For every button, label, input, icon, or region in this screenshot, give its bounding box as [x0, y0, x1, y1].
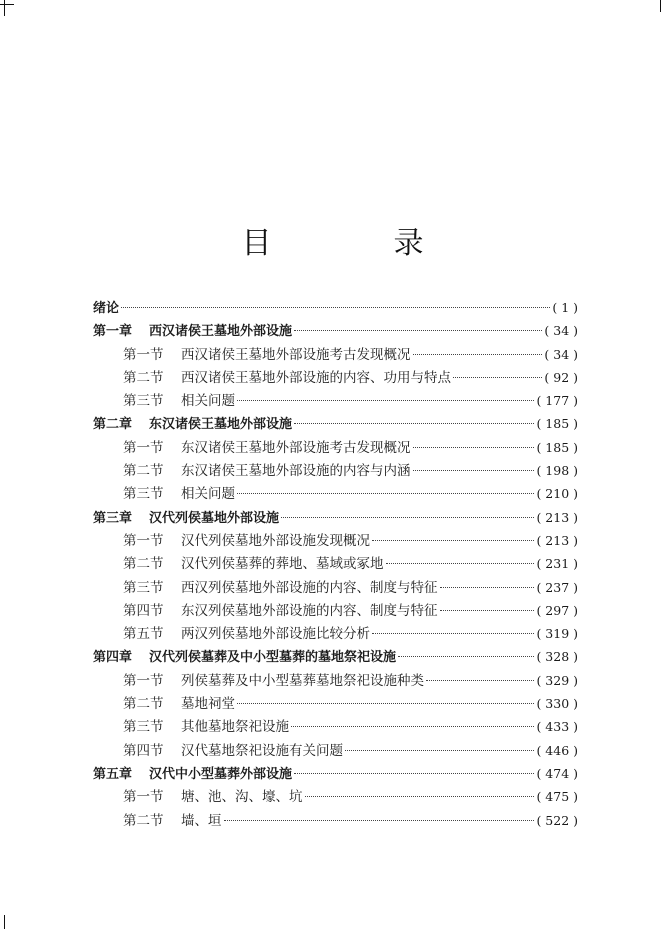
- toc-section-entry: [93, 529, 578, 552]
- toc-entry-number: 第一节: [123, 789, 164, 806]
- toc-entry-title: 东汉诸侯王墓地外部设施的内容与内涵: [181, 463, 411, 480]
- toc-section-entry: [93, 366, 578, 389]
- toc-section-entry: [93, 809, 578, 832]
- toc-section-entry: [93, 785, 578, 808]
- toc-dot-leader: [453, 377, 542, 378]
- toc-entry-title: 两汉列侯墓地外部设施比较分析: [181, 626, 370, 643]
- toc-section-entry: [93, 599, 578, 622]
- toc-entry-title: 相关问题: [181, 486, 235, 503]
- toc-entry-number: 第五章: [93, 766, 133, 782]
- toc-dot-leader: [294, 773, 534, 774]
- toc-entry-title: 其他墓地祭祀设施: [181, 719, 289, 736]
- toc-page-number: ( 213 ): [536, 532, 578, 548]
- toc-dot-leader: [440, 587, 535, 588]
- toc-page-number: ( 177 ): [536, 393, 578, 409]
- toc-entry-title: 东汉列侯墓地外部设施的内容、制度与特征: [181, 602, 438, 619]
- toc-section-entry: [93, 436, 578, 459]
- toc-section-entry: [93, 715, 578, 738]
- toc-page-number: ( 210 ): [536, 486, 578, 502]
- toc-section-entry: [93, 389, 578, 412]
- toc-section-entry: [93, 482, 578, 505]
- toc-chapter-entry: [93, 762, 578, 785]
- toc-entry-title: 西汉诸侯王墓地外部设施的内容、功用与特点: [181, 369, 451, 386]
- toc-entry-number: 第二节: [123, 463, 164, 480]
- toc-entry-title: 相关问题: [181, 393, 235, 410]
- toc-page-number: ( 34 ): [544, 323, 578, 339]
- toc-page-number: ( 433 ): [536, 719, 578, 735]
- toc-section-entry: [93, 343, 578, 366]
- toc-entry-title: 绪论: [93, 301, 120, 316]
- toc-section-entry: [93, 669, 578, 692]
- toc-entry-number: 第一节: [123, 532, 164, 549]
- toc-dot-leader: [372, 540, 534, 541]
- toc-chapter-entry: [93, 506, 578, 529]
- toc-dot-leader: [237, 493, 534, 494]
- toc-dot-leader: [291, 726, 534, 727]
- toc-chapter-entry: [93, 319, 578, 342]
- toc-entry-title: 西汉诸侯王墓地外部设施考古发现概况: [181, 346, 411, 363]
- toc-entry-number: 第二节: [123, 556, 164, 573]
- page-title: 目 录: [241, 226, 470, 261]
- toc-entry-number: 第四节: [123, 742, 164, 759]
- toc-entry-title: 东汉诸侯王墓地外部设施考古发现概况: [181, 439, 411, 456]
- toc-dot-leader: [305, 796, 535, 797]
- toc-dot-leader: [294, 330, 542, 331]
- toc-entry-title: 汉代列侯墓地外部设施: [149, 510, 280, 526]
- toc-dot-leader: [237, 703, 534, 704]
- toc-page-number: ( 1 ): [552, 300, 578, 315]
- toc-dot-leader: [294, 423, 534, 424]
- toc-entry-number: 第四节: [123, 602, 164, 619]
- toc-entry-title: 列侯墓葬及中小型墓葬墓地祭祀设施种类: [181, 672, 424, 689]
- toc-dot-leader: [398, 656, 534, 657]
- toc-entry-number: 第一节: [123, 346, 164, 363]
- toc-dot-leader: [345, 750, 534, 751]
- toc-page-number: ( 330 ): [536, 696, 578, 712]
- toc-entry-title: 西汉列侯墓地外部设施的内容、制度与特征: [181, 579, 438, 596]
- toc-page-number: ( 92 ): [544, 369, 578, 385]
- toc-chapter-entry: [93, 296, 578, 319]
- toc-entry-title: 汉代列侯墓地外部设施发现概况: [181, 532, 370, 549]
- crop-mark-top-right: [660, 0, 661, 12]
- toc-entry-title: 塘、池、沟、壕、坑: [181, 789, 303, 806]
- toc-section-entry: [93, 459, 578, 482]
- toc-dot-leader: [372, 633, 534, 634]
- toc-page-number: ( 446 ): [536, 742, 578, 758]
- crop-mark-bottom-left: [4, 915, 5, 929]
- toc-page-number: ( 198 ): [536, 463, 578, 479]
- toc-page-number: ( 328 ): [536, 649, 578, 665]
- toc-section-entry: [93, 552, 578, 575]
- toc-page-number: ( 474 ): [536, 765, 578, 781]
- toc-section-entry: [93, 622, 578, 645]
- toc-section-entry: [93, 576, 578, 599]
- toc-entry-number: 第二节: [123, 812, 164, 829]
- toc-entry-title: 汉代墓地祭祀设施有关问题: [181, 742, 343, 759]
- toc-dot-leader: [426, 680, 534, 681]
- toc-dot-leader: [224, 820, 535, 821]
- toc-page-number: ( 297 ): [536, 602, 578, 618]
- toc-entry-number: 第四章: [93, 650, 133, 666]
- table-of-contents: [93, 296, 578, 832]
- toc-dot-leader: [121, 307, 550, 308]
- toc-entry-number: 第二节: [123, 696, 164, 713]
- toc-page-number: ( 237 ): [536, 579, 578, 595]
- toc-entry-number: 第二章: [93, 417, 133, 433]
- toc-page-number: ( 522 ): [536, 812, 578, 828]
- toc-page-number: ( 319 ): [536, 626, 578, 642]
- toc-page-number: ( 213 ): [536, 509, 578, 525]
- toc-dot-leader: [413, 354, 543, 355]
- toc-section-entry: [93, 692, 578, 715]
- toc-entry-title: 汉代列侯墓葬的葬地、墓域或冢地: [181, 556, 384, 573]
- toc-page-number: ( 34 ): [544, 346, 578, 362]
- toc-page-number: ( 185 ): [536, 416, 578, 432]
- toc-entry-number: 第三节: [123, 486, 164, 503]
- toc-page-number: ( 185 ): [536, 439, 578, 455]
- toc-entry-title: 墓地祠堂: [181, 696, 235, 713]
- toc-entry-number: 第二节: [123, 369, 164, 386]
- crop-mark-top-left-vertical: [4, 0, 5, 16]
- toc-dot-leader: [440, 610, 535, 611]
- toc-section-entry: [93, 739, 578, 762]
- toc-dot-leader: [281, 517, 534, 518]
- toc-entry-title: 东汉诸侯王墓地外部设施: [149, 417, 293, 433]
- toc-dot-leader: [237, 400, 534, 401]
- toc-chapter-entry: [93, 412, 578, 435]
- toc-entry-title: 西汉诸侯王墓地外部设施: [149, 324, 293, 340]
- toc-entry-title: 汉代中小型墓葬外部设施: [149, 766, 293, 782]
- toc-chapter-entry: [93, 645, 578, 668]
- toc-entry-title: 墙、垣: [181, 812, 222, 829]
- toc-dot-leader: [413, 470, 535, 471]
- toc-page-number: ( 475 ): [536, 789, 578, 805]
- toc-entry-title: 汉代列侯墓葬及中小型墓葬的墓地祭祀设施: [149, 650, 397, 666]
- toc-entry-number: 第三节: [123, 393, 164, 410]
- toc-page-number: ( 329 ): [536, 672, 578, 688]
- toc-entry-number: 第三节: [123, 579, 164, 596]
- toc-dot-leader: [413, 447, 535, 448]
- toc-page-number: ( 231 ): [536, 556, 578, 572]
- toc-entry-number: 第三节: [123, 719, 164, 736]
- crop-mark-top-left-horizontal: [0, 4, 14, 5]
- toc-entry-number: 第五节: [123, 626, 164, 643]
- toc-entry-number: 第一节: [123, 439, 164, 456]
- toc-entry-number: 第一节: [123, 672, 164, 689]
- toc-entry-number: 第三章: [93, 510, 133, 526]
- toc-dot-leader: [386, 563, 535, 564]
- toc-entry-number: 第一章: [93, 324, 133, 340]
